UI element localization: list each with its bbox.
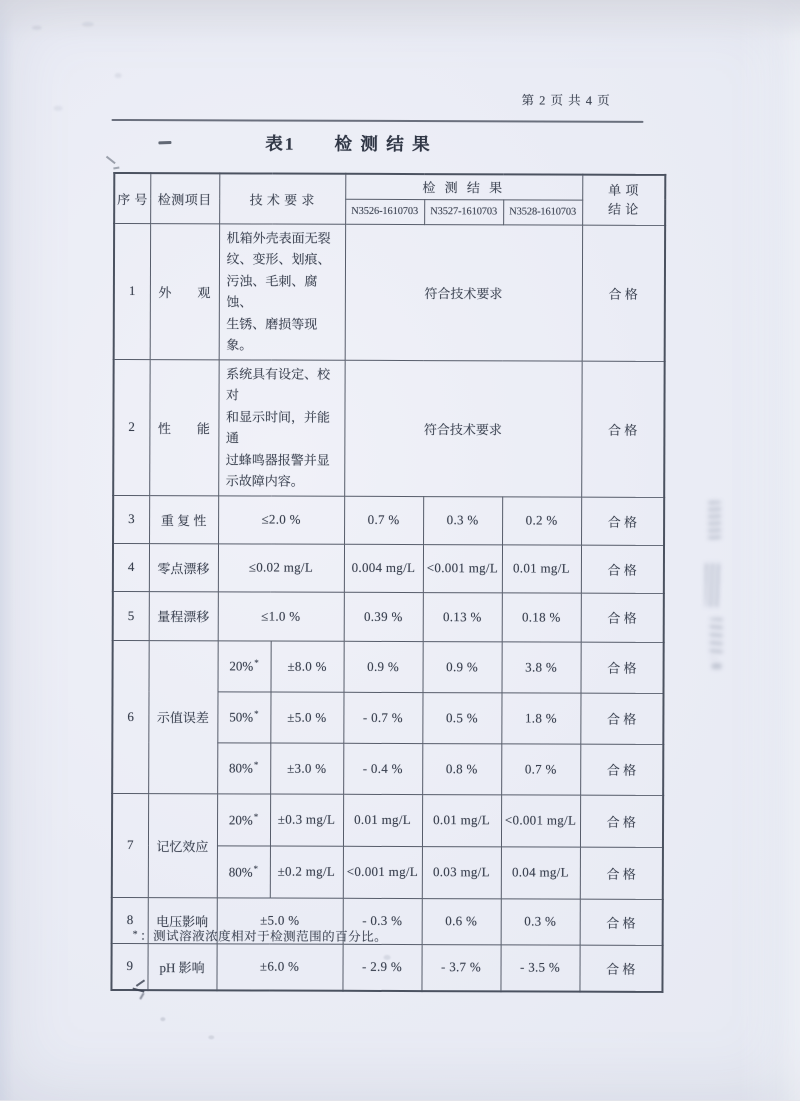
requirement-cell: ±6.0 %: [216, 943, 342, 990]
tolerance-cell: ±0.2 mg/L: [270, 846, 343, 898]
result-cell: 0.6 %: [422, 898, 501, 944]
requirement-cell: ±5.0 %: [217, 897, 343, 943]
level-cell: 20%*: [217, 793, 270, 845]
page-number: 第 2 页 共 4 页: [521, 93, 611, 108]
bleed-through-mark: [708, 501, 721, 539]
seq-cell: 7: [112, 793, 148, 897]
result-cell: - 0.3 %: [343, 898, 422, 944]
pen-scribble: [139, 993, 144, 1000]
result-cell: 0.7 %: [501, 743, 580, 794]
result-cell: 0.7 %: [344, 496, 423, 544]
scan-speck: [160, 1017, 165, 1021]
col-header-conclusion-line2: 结 论: [608, 201, 639, 218]
col-header-conclusion-line1: 单 项: [608, 182, 639, 199]
scan-speck: [208, 1035, 214, 1039]
tolerance-cell: ±5.0 %: [270, 692, 343, 743]
result-cell: 0.004 mg/L: [344, 544, 423, 592]
table-title: 表1 检 测 结 果: [265, 133, 432, 155]
col-header-seq: 序 号: [114, 173, 150, 223]
footnote-ref-asterisk: *: [254, 708, 259, 719]
footnote-ref-asterisk: *: [253, 759, 259, 770]
col-header-conclusion: [582, 175, 665, 225]
merged-result-cell: 符合技术要求: [345, 224, 582, 361]
conclusion-cell: 合 格: [581, 497, 664, 545]
table-row-appearance: [114, 223, 665, 361]
requirement-cell: 系统具有设定、校对 和显示时间，并能通 过蜂鸣器报警并显 示故障内容。: [218, 359, 344, 495]
result-cell: <0.001 mg/L: [501, 794, 580, 846]
conclusion-cell: 合 格: [582, 225, 665, 361]
footnote-ref-asterisk: *: [253, 810, 259, 822]
pen-tick-mark: [113, 167, 119, 170]
col-header-requirement: 技 术 要 求: [219, 173, 345, 223]
result-cell: 0.2 %: [502, 496, 581, 544]
level-cell: 50%*: [217, 691, 270, 742]
table-row-performance: [113, 359, 664, 497]
footnote-text: ：测试溶液浓度相对于检测范围的百分比。: [140, 929, 388, 944]
result-cell: 0.39 %: [344, 592, 423, 641]
result-cell: 1.8 %: [501, 692, 580, 743]
tolerance-cell: ±0.3 mg/L: [270, 794, 343, 846]
pen-tick-mark: [106, 156, 116, 164]
seq-cell: 8: [112, 897, 148, 943]
footnote-ref-asterisk: *: [253, 862, 259, 874]
result-cell: - 3.5 %: [500, 944, 579, 991]
result-cell: 3.8 %: [502, 641, 581, 692]
requirement-cell: ≤1.0 %: [218, 591, 344, 640]
sample-id-2: N3527-1610703: [424, 199, 503, 224]
result-cell: 0.3 %: [423, 496, 502, 544]
item-cell: 重 复 性: [149, 495, 218, 543]
result-cell: 0.9 %: [344, 641, 423, 692]
item-cell: 电压影响: [148, 897, 217, 943]
result-cell: - 3.7 %: [421, 944, 500, 991]
sample-id-3: N3528-1610703: [503, 199, 582, 224]
result-cell: 0.04 mg/L: [501, 846, 580, 898]
bleed-through-mark: [705, 563, 720, 607]
tolerance-cell: ±8.0 %: [271, 641, 344, 692]
level-cell: 80%*: [217, 845, 270, 897]
conclusion-cell: 合 格: [580, 795, 663, 847]
result-cell: 0.01 mg/L: [422, 794, 501, 846]
level-cell: 20%*: [218, 640, 271, 691]
header-divider: [111, 119, 643, 123]
table-header-row-1: [114, 173, 665, 200]
scan-smudge: [115, 73, 122, 78]
result-cell: 0.3 %: [501, 898, 580, 944]
result-cell: 0.13 %: [423, 592, 502, 641]
conclusion-cell: 合 格: [581, 545, 664, 593]
scan-smudge: [82, 22, 94, 27]
conclusion-cell: 合 格: [581, 642, 664, 693]
requirement-cell: ≤0.02 mg/L: [218, 543, 344, 591]
table-row-zero-drift: [113, 543, 664, 593]
seq-cell: 4: [113, 543, 149, 591]
scan-smudge: [54, 106, 63, 111]
seq-cell: 6: [112, 640, 149, 793]
conclusion-cell: 合 格: [580, 693, 663, 744]
item-cell: 记忆效应: [148, 793, 217, 897]
item-cell: 外 观: [150, 223, 219, 359]
result-cell: 0.5 %: [422, 692, 501, 743]
conclusion-cell: 合 格: [580, 744, 663, 795]
item-cell: 性 能: [149, 359, 218, 495]
table-row-memory-effect-20: [112, 793, 663, 847]
level-cell: 80%*: [217, 742, 270, 793]
requirement-cell: ≤2.0 %: [218, 495, 344, 543]
requirement-cell: 机箱外壳表面无裂 纹、变形、划痕、 污浊、毛刺、腐蚀、 生锈、磨损等现象。: [219, 223, 345, 359]
seq-cell: 3: [113, 495, 149, 543]
table-row-span-drift: [113, 591, 664, 642]
seq-cell: 2: [113, 359, 149, 495]
table-row-indication-error-20: [113, 640, 664, 693]
result-cell: - 0.4 %: [343, 743, 422, 794]
scan-smudge: [32, 26, 42, 30]
conclusion-cell: 合 格: [579, 945, 662, 992]
seq-cell: 9: [111, 943, 147, 990]
bleed-through-mark: [712, 663, 722, 669]
table-row-repeatability: [113, 495, 664, 545]
tolerance-cell: ±3.0 %: [270, 743, 343, 794]
footnote-ref-asterisk: *: [254, 657, 259, 668]
result-cell: 0.9 %: [423, 641, 502, 692]
result-cell: 0.18 %: [502, 592, 581, 641]
col-header-results-group: 检 测 结 果: [345, 174, 582, 200]
seq-cell: 5: [113, 591, 149, 640]
conclusion-cell: 合 格: [580, 847, 663, 899]
seq-cell: 1: [114, 223, 150, 359]
results-table-container: [110, 172, 666, 993]
result-cell: - 2.9 %: [342, 944, 421, 991]
result-cell: 0.01 mg/L: [502, 544, 581, 592]
footnote: [133, 926, 388, 945]
conclusion-cell: 合 格: [581, 593, 664, 642]
sample-id-1: N3526-1610703: [345, 199, 424, 224]
conclusion-cell: 合 格: [581, 361, 664, 497]
result-cell: - 0.7 %: [343, 692, 422, 743]
item-cell: 示值误差: [148, 640, 218, 793]
result-cell: 0.01 mg/L: [343, 794, 422, 846]
result-cell: 0.8 %: [422, 743, 501, 794]
col-header-item: 检测项目: [150, 173, 219, 223]
result-cell: 0.03 mg/L: [422, 846, 501, 898]
bleed-through-mark: [710, 618, 723, 658]
result-cell: <0.001 mg/L: [423, 544, 502, 592]
table-row-ph-influence: [111, 943, 662, 992]
item-cell: pH 影响: [147, 943, 216, 990]
results-table: [110, 172, 666, 993]
footnote-marker: *: [132, 929, 139, 941]
merged-result-cell: 符合技术要求: [344, 360, 581, 497]
item-cell: 量程漂移: [149, 591, 218, 640]
conclusion-cell: 合 格: [580, 899, 663, 945]
item-cell: 零点漂移: [149, 543, 218, 591]
result-cell: <0.001 mg/L: [343, 846, 422, 898]
